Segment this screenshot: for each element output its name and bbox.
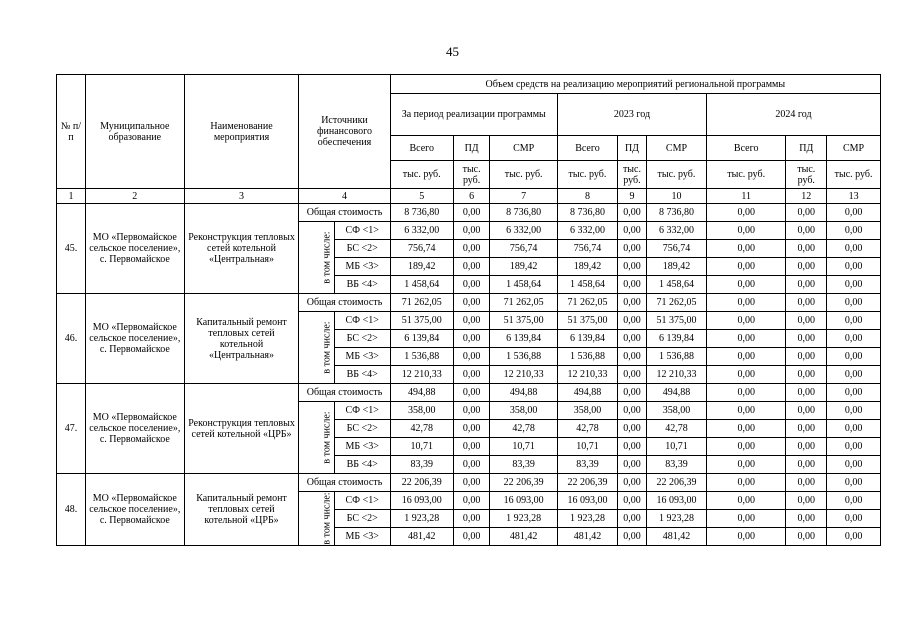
header-sub-pd: ПД (453, 136, 489, 161)
table-row (57, 294, 881, 312)
activity-name: Реконструкция тепловых сетей котельной «Центральная» (184, 204, 299, 294)
column-index: 6 (453, 189, 489, 204)
value-cell: 51 375,00 (646, 312, 706, 330)
value-cell: 494,88 (557, 384, 617, 402)
value-cell: 1 923,28 (646, 510, 706, 528)
municipality-name: МО «Первомайское сельское поселение», с. Первомайское (85, 384, 184, 474)
value-cell: 0,00 (827, 276, 881, 294)
funding-source: БС <2> (334, 510, 390, 528)
value-cell: 42,78 (557, 420, 617, 438)
header-sub-total: Всего (390, 136, 453, 161)
value-cell: 0,00 (707, 330, 786, 348)
value-cell: 0,00 (786, 456, 827, 474)
value-cell: 71 262,05 (390, 294, 453, 312)
activity-name: Реконструкция тепловых сетей котельной «ЦРБ» (184, 384, 299, 474)
table-row (57, 474, 881, 492)
value-cell: 481,42 (390, 528, 453, 546)
value-cell: 0,00 (453, 420, 489, 438)
value-cell: 0,00 (786, 528, 827, 546)
total-cost-label: Общая стоимость (299, 204, 390, 222)
value-cell: 1 458,64 (646, 276, 706, 294)
value-cell: 0,00 (707, 384, 786, 402)
value-cell: 42,78 (490, 420, 558, 438)
value-cell: 42,78 (390, 420, 453, 438)
value-cell: 6 139,84 (557, 330, 617, 348)
value-cell: 0,00 (617, 510, 646, 528)
value-cell: 0,00 (617, 276, 646, 294)
column-index: 12 (786, 189, 827, 204)
value-cell: 6 332,00 (390, 222, 453, 240)
funding-source: МБ <3> (334, 348, 390, 366)
value-cell: 0,00 (827, 474, 881, 492)
value-cell: 1 536,88 (490, 348, 558, 366)
value-cell: 0,00 (786, 240, 827, 258)
value-cell: 0,00 (617, 438, 646, 456)
header-sub-smr: СМР (646, 136, 706, 161)
unit-total: тыс. руб. (707, 161, 786, 189)
value-cell: 8 736,80 (646, 204, 706, 222)
municipality-name: МО «Первомайское сельское поселение», с. Первомайское (85, 294, 184, 384)
funding-source: ВБ <4> (334, 456, 390, 474)
value-cell: 0,00 (786, 294, 827, 312)
value-cell: 0,00 (786, 492, 827, 510)
value-cell: 756,74 (490, 240, 558, 258)
value-cell: 51 375,00 (490, 312, 558, 330)
funding-source: БС <2> (334, 420, 390, 438)
value-cell: 71 262,05 (646, 294, 706, 312)
value-cell: 0,00 (827, 420, 881, 438)
value-cell: 0,00 (707, 258, 786, 276)
program-funding-table (56, 74, 881, 546)
column-index: 1 (57, 189, 86, 204)
value-cell: 0,00 (707, 438, 786, 456)
row-number: 47. (57, 384, 86, 474)
header-activity: Наименование мероприятия (184, 75, 299, 189)
value-cell: 12 210,33 (646, 366, 706, 384)
value-cell: 756,74 (557, 240, 617, 258)
value-cell: 494,88 (646, 384, 706, 402)
value-cell: 756,74 (390, 240, 453, 258)
value-cell: 6 139,84 (646, 330, 706, 348)
value-cell: 0,00 (827, 366, 881, 384)
value-cell: 1 458,64 (557, 276, 617, 294)
value-cell: 22 206,39 (390, 474, 453, 492)
value-cell: 42,78 (646, 420, 706, 438)
value-cell: 189,42 (557, 258, 617, 276)
value-cell: 6 332,00 (557, 222, 617, 240)
value-cell: 0,00 (453, 276, 489, 294)
funding-source: СФ <1> (334, 222, 390, 240)
including-label-cell (299, 222, 334, 294)
value-cell: 0,00 (617, 420, 646, 438)
table-row (57, 384, 881, 402)
value-cell: 0,00 (453, 330, 489, 348)
value-cell: 51 375,00 (557, 312, 617, 330)
value-cell: 83,39 (646, 456, 706, 474)
value-cell: 0,00 (453, 384, 489, 402)
header-sub-pd: ПД (617, 136, 646, 161)
column-index: 5 (390, 189, 453, 204)
value-cell: 16 093,00 (557, 492, 617, 510)
funding-source: БС <2> (334, 240, 390, 258)
activity-name: Капитальный ремонт тепловых сетей котельной «ЦРБ» (184, 474, 299, 546)
including-label: в том числе: (321, 411, 333, 464)
value-cell: 0,00 (617, 222, 646, 240)
unit-pd: тыс. руб. (786, 161, 827, 189)
value-cell: 83,39 (557, 456, 617, 474)
value-cell: 0,00 (827, 402, 881, 420)
value-cell: 83,39 (490, 456, 558, 474)
value-cell: 51 375,00 (390, 312, 453, 330)
value-cell: 6 332,00 (490, 222, 558, 240)
total-cost-label: Общая стоимость (299, 294, 390, 312)
value-cell: 0,00 (827, 384, 881, 402)
value-cell: 0,00 (827, 348, 881, 366)
funding-source: МБ <3> (334, 258, 390, 276)
activity-name: Капитальный ремонт тепловых сетей котельной «Центральная» (184, 294, 299, 384)
funding-source: МБ <3> (334, 528, 390, 546)
value-cell: 0,00 (786, 384, 827, 402)
municipality-name: МО «Первомайское сельское поселение», с. Первомайское (85, 474, 184, 546)
row-number: 45. (57, 204, 86, 294)
value-cell: 0,00 (453, 294, 489, 312)
value-cell: 12 210,33 (490, 366, 558, 384)
value-cell: 0,00 (453, 204, 489, 222)
value-cell: 0,00 (453, 366, 489, 384)
value-cell: 8 736,80 (490, 204, 558, 222)
value-cell: 0,00 (617, 402, 646, 420)
value-cell: 0,00 (827, 438, 881, 456)
value-cell: 1 536,88 (557, 348, 617, 366)
value-cell: 0,00 (786, 330, 827, 348)
value-cell: 22 206,39 (646, 474, 706, 492)
unit-pd: тыс. руб. (453, 161, 489, 189)
value-cell: 0,00 (707, 312, 786, 330)
column-index: 11 (707, 189, 786, 204)
value-cell: 189,42 (490, 258, 558, 276)
column-index: 7 (490, 189, 558, 204)
value-cell: 12 210,33 (390, 366, 453, 384)
value-cell: 0,00 (617, 366, 646, 384)
including-label: в том числе: (321, 321, 333, 374)
value-cell: 481,42 (646, 528, 706, 546)
row-number: 48. (57, 474, 86, 546)
value-cell: 0,00 (453, 474, 489, 492)
value-cell: 0,00 (707, 420, 786, 438)
unit-smr: тыс. руб. (827, 161, 881, 189)
value-cell: 0,00 (617, 240, 646, 258)
header-period-total: За период реализации программы (390, 94, 557, 136)
value-cell: 16 093,00 (646, 492, 706, 510)
header-sub-total: Всего (557, 136, 617, 161)
value-cell: 83,39 (390, 456, 453, 474)
value-cell: 10,71 (557, 438, 617, 456)
value-cell: 0,00 (827, 330, 881, 348)
value-cell: 0,00 (707, 204, 786, 222)
value-cell: 1 923,28 (490, 510, 558, 528)
value-cell: 481,42 (557, 528, 617, 546)
total-cost-label: Общая стоимость (299, 384, 390, 402)
header-no: № п/п (57, 75, 86, 189)
value-cell: 0,00 (786, 348, 827, 366)
value-cell: 10,71 (390, 438, 453, 456)
unit-total: тыс. руб. (557, 161, 617, 189)
value-cell: 0,00 (827, 222, 881, 240)
value-cell: 0,00 (617, 528, 646, 546)
value-cell: 0,00 (827, 294, 881, 312)
value-cell: 0,00 (827, 456, 881, 474)
value-cell: 6 139,84 (390, 330, 453, 348)
value-cell: 0,00 (617, 258, 646, 276)
value-cell: 0,00 (786, 366, 827, 384)
including-label-cell (299, 312, 334, 384)
header-year-2024: 2024 год (707, 94, 881, 136)
value-cell: 0,00 (827, 204, 881, 222)
value-cell: 0,00 (617, 384, 646, 402)
value-cell: 1 536,88 (646, 348, 706, 366)
value-cell: 8 736,80 (390, 204, 453, 222)
column-index: 13 (827, 189, 881, 204)
value-cell: 0,00 (617, 312, 646, 330)
value-cell: 0,00 (786, 510, 827, 528)
value-cell: 0,00 (453, 402, 489, 420)
value-cell: 0,00 (786, 222, 827, 240)
value-cell: 0,00 (707, 294, 786, 312)
value-cell: 22 206,39 (490, 474, 558, 492)
value-cell: 0,00 (707, 510, 786, 528)
value-cell: 8 736,80 (557, 204, 617, 222)
value-cell: 1 458,64 (390, 276, 453, 294)
total-cost-label: Общая стоимость (299, 474, 390, 492)
value-cell: 0,00 (786, 438, 827, 456)
column-index: 2 (85, 189, 184, 204)
header-sub-total: Всего (707, 136, 786, 161)
value-cell: 1 923,28 (557, 510, 617, 528)
value-cell: 6 332,00 (646, 222, 706, 240)
value-cell: 358,00 (646, 402, 706, 420)
funding-source: СФ <1> (334, 492, 390, 510)
column-index: 3 (184, 189, 299, 204)
value-cell: 0,00 (617, 456, 646, 474)
value-cell: 494,88 (490, 384, 558, 402)
header-sub-smr: СМР (827, 136, 881, 161)
value-cell: 0,00 (707, 366, 786, 384)
funding-source: МБ <3> (334, 438, 390, 456)
value-cell: 0,00 (707, 276, 786, 294)
value-cell: 0,00 (453, 222, 489, 240)
value-cell: 16 093,00 (390, 492, 453, 510)
value-cell: 0,00 (786, 420, 827, 438)
value-cell: 0,00 (707, 240, 786, 258)
value-cell: 12 210,33 (557, 366, 617, 384)
value-cell: 0,00 (617, 348, 646, 366)
value-cell: 0,00 (827, 240, 881, 258)
value-cell: 0,00 (453, 348, 489, 366)
value-cell: 0,00 (617, 492, 646, 510)
value-cell: 358,00 (557, 402, 617, 420)
including-label-cell (299, 492, 334, 546)
funding-source: ВБ <4> (334, 276, 390, 294)
value-cell: 71 262,05 (557, 294, 617, 312)
unit-pd: тыс. руб. (617, 161, 646, 189)
column-index: 10 (646, 189, 706, 204)
value-cell: 358,00 (490, 402, 558, 420)
value-cell: 0,00 (453, 312, 489, 330)
value-cell: 0,00 (453, 438, 489, 456)
value-cell: 0,00 (707, 456, 786, 474)
value-cell: 0,00 (827, 312, 881, 330)
value-cell: 0,00 (453, 258, 489, 276)
value-cell: 481,42 (490, 528, 558, 546)
header-source: Источники финансового обеспечения (299, 75, 390, 189)
value-cell: 0,00 (786, 204, 827, 222)
value-cell: 0,00 (453, 528, 489, 546)
value-cell: 189,42 (646, 258, 706, 276)
header-sub-pd: ПД (786, 136, 827, 161)
value-cell: 0,00 (707, 528, 786, 546)
value-cell: 0,00 (827, 258, 881, 276)
municipality-name: МО «Первомайское сельское поселение», с. Первомайское (85, 204, 184, 294)
including-label: в том числе: (321, 231, 333, 284)
header-volume: Объем средств на реализацию мероприятий региональной программы (390, 75, 880, 94)
including-label-cell (299, 402, 334, 474)
funding-source: БС <2> (334, 330, 390, 348)
value-cell: 0,00 (453, 510, 489, 528)
value-cell: 1 536,88 (390, 348, 453, 366)
column-index: 9 (617, 189, 646, 204)
funding-source: ВБ <4> (334, 366, 390, 384)
including-label: в том числе: (321, 492, 333, 545)
funding-source: СФ <1> (334, 402, 390, 420)
column-index: 8 (557, 189, 617, 204)
value-cell: 0,00 (786, 312, 827, 330)
value-cell: 10,71 (490, 438, 558, 456)
header-sub-smr: СМР (490, 136, 558, 161)
value-cell: 756,74 (646, 240, 706, 258)
value-cell: 0,00 (827, 492, 881, 510)
value-cell: 0,00 (617, 474, 646, 492)
value-cell: 71 262,05 (490, 294, 558, 312)
value-cell: 1 458,64 (490, 276, 558, 294)
column-index: 4 (299, 189, 390, 204)
value-cell: 0,00 (707, 492, 786, 510)
value-cell: 0,00 (617, 294, 646, 312)
value-cell: 0,00 (707, 222, 786, 240)
value-cell: 0,00 (707, 474, 786, 492)
value-cell: 0,00 (786, 258, 827, 276)
value-cell: 494,88 (390, 384, 453, 402)
unit-smr: тыс. руб. (490, 161, 558, 189)
value-cell: 1 923,28 (390, 510, 453, 528)
value-cell: 0,00 (707, 402, 786, 420)
header-year-2023: 2023 год (557, 94, 706, 136)
value-cell: 0,00 (453, 240, 489, 258)
header-municipality: Муниципальное образование (85, 75, 184, 189)
table-row (57, 204, 881, 222)
value-cell: 0,00 (707, 348, 786, 366)
value-cell: 0,00 (617, 330, 646, 348)
value-cell: 0,00 (786, 276, 827, 294)
value-cell: 0,00 (617, 204, 646, 222)
value-cell: 189,42 (390, 258, 453, 276)
value-cell: 0,00 (786, 402, 827, 420)
value-cell: 358,00 (390, 402, 453, 420)
value-cell: 0,00 (786, 474, 827, 492)
funding-source: СФ <1> (334, 312, 390, 330)
page-number: 45 (446, 44, 459, 59)
row-number: 46. (57, 294, 86, 384)
value-cell: 6 139,84 (490, 330, 558, 348)
value-cell: 0,00 (453, 492, 489, 510)
value-cell: 10,71 (646, 438, 706, 456)
value-cell: 0,00 (827, 510, 881, 528)
value-cell: 0,00 (827, 528, 881, 546)
value-cell: 16 093,00 (490, 492, 558, 510)
value-cell: 22 206,39 (557, 474, 617, 492)
unit-total: тыс. руб. (390, 161, 453, 189)
value-cell: 0,00 (453, 456, 489, 474)
unit-smr: тыс. руб. (646, 161, 706, 189)
